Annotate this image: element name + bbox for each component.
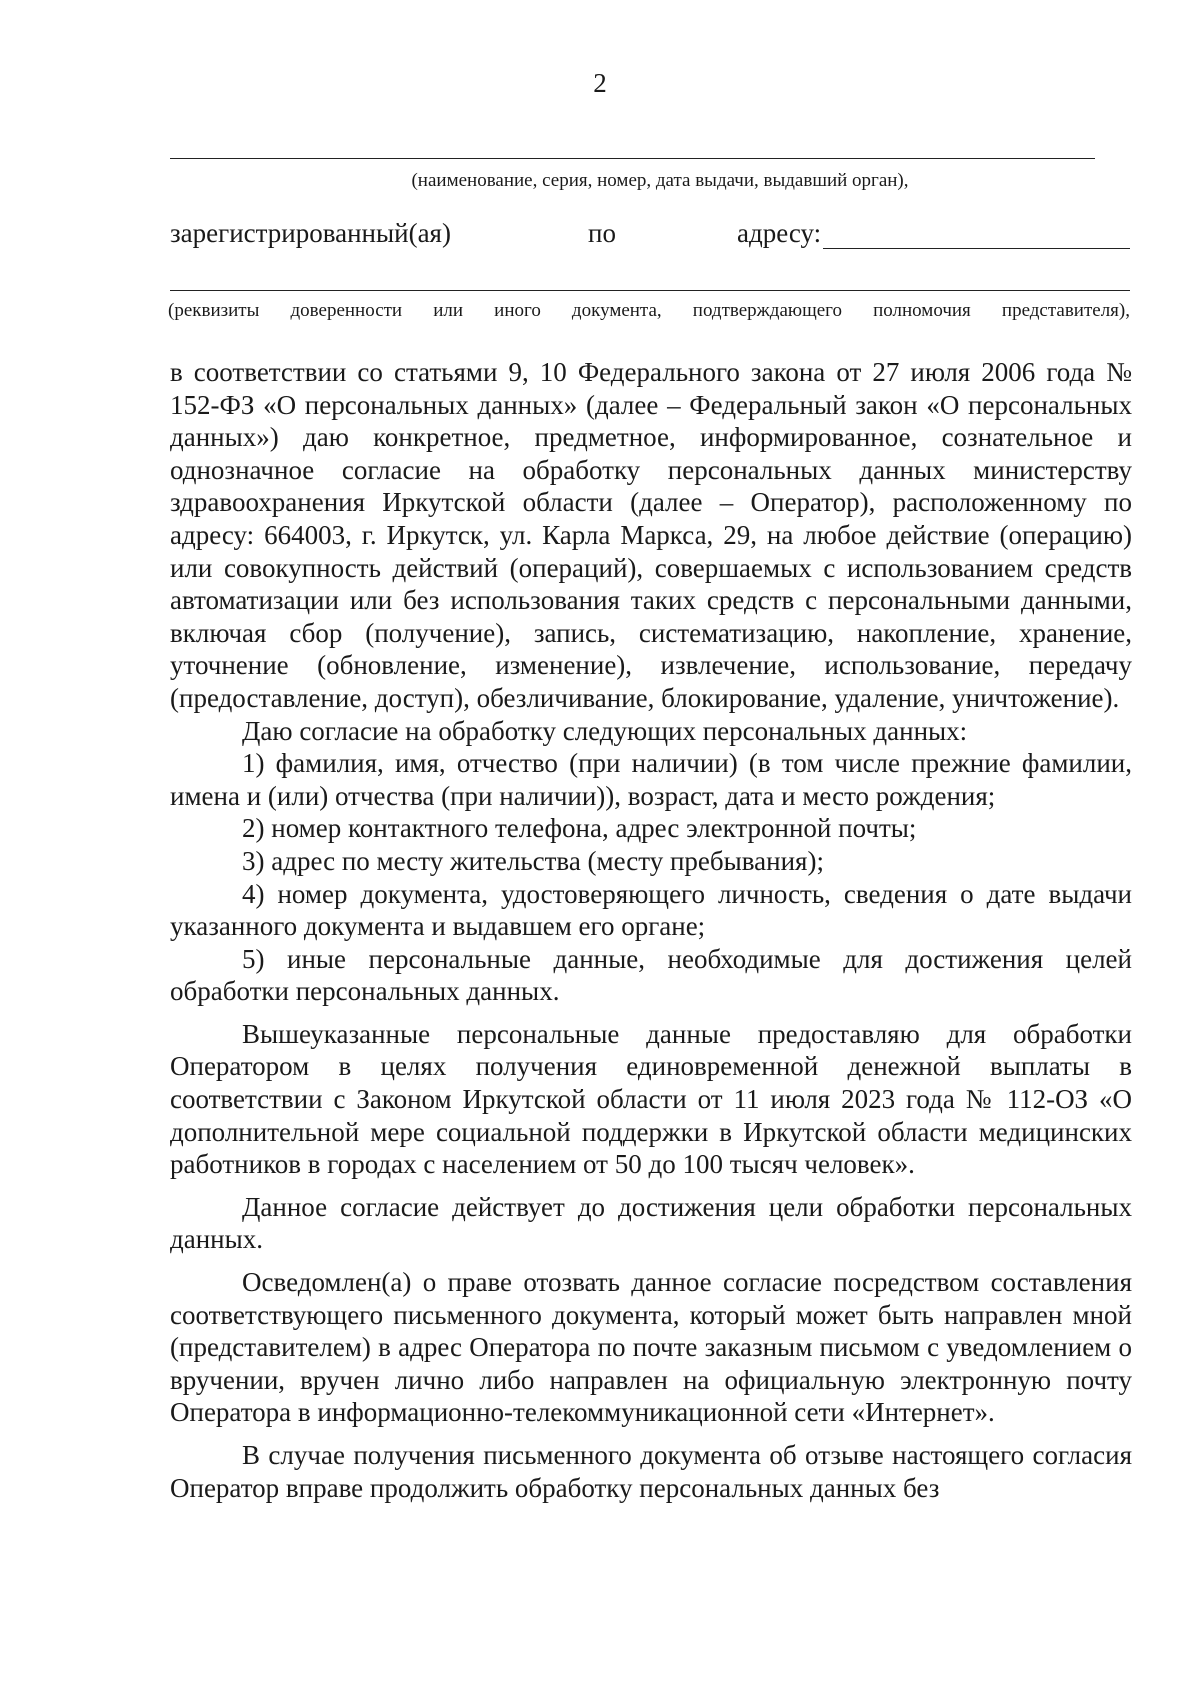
registration-address-label: адресу: — [737, 218, 822, 248]
paragraph-consent-main: в соответствии со статьями 9, 10 Федерального закона от 27 июля 2006 года № 152-ФЗ «О персональных данных» (далее – Федеральный закон «О персональных данных») даю конкретное, предметное, информированное, сознательное и однозначное согласие на обработку персональных данных министерству здравоохранения Иркутской области (далее – Оператор), расположенному по адресу: 664003, г. Иркутск, ул. Карла Маркса, 29, на любое действие (операцию) или совокупность действий (операций), совершаемых с использованием средств автоматизации или без использования таких средств с персональными данными, включая сбор (получение), запись, систематизацию, накопление, хранение, уточнение (обновление, изменение), извлечение, использование, передачу (предоставление, доступ), обезличивание, блокирование, удаление, уничтожение). — [170, 357, 1132, 713]
paragraph-after-revocation: В случае получения письменного документа об отзыве настоящего согласия Оператор вправе продолжить обработку персональных данных без — [170, 1440, 1132, 1503]
registration-word: зарегистрированный(ая) — [170, 218, 451, 248]
paragraph-revocation: Осведомлен(а) о праве отозвать данное согласие посредством составления соответствующего письменного документа, который может быть направлен мной (представителем) в адрес Оператора по почте заказным письмом с уведомлением о вручении, вручен лично либо направлен на официальную электронную почту Оператора в информационно-телекоммуникационной сети «Интернет». — [170, 1267, 1132, 1428]
paragraph-purpose: Вышеуказанные персональные данные предоставляю для обработки Оператором в целях получения единовременной денежной выплаты в соответствии с Законом Иркутской области от 11 июля 2023 года № 112-ОЗ «О дополнительной мере социальной поддержки в Иркутской области медицинских работников в городах с населением от 50 до 100 тысяч человек». — [170, 1018, 1132, 1180]
representative-caption: (реквизиты доверенности или иного документа, подтверждающего полномочия представителя), — [168, 300, 1130, 321]
representative-fill-line — [170, 290, 1130, 291]
address-fill-line — [823, 222, 1130, 249]
document-caption: (наименование, серия, номер, дата выдачи, выдавший орган), — [411, 170, 909, 191]
list-item-3: 3) адрес по месту жительства (месту пребывания); — [242, 845, 824, 876]
registration-preposition: по — [588, 218, 616, 248]
consent-body — [170, 356, 1132, 1504]
document-fill-line — [170, 158, 1095, 159]
list-item-5: 5) иные персональные данные, необходимые для достижения целей обработки персональных данных. — [170, 943, 1132, 1007]
paragraph-validity: Данное согласие действует до достижения цели обработки персональных данных. — [170, 1191, 1132, 1255]
list-item-1: 1) фамилия, имя, отчество (при наличии) (в том числе прежние фамилии, имена и (или) отчества (при наличии)), возраст, дата и место рождения; — [170, 748, 1132, 811]
page-number: 2 — [593, 68, 607, 98]
paragraph-data-list-intro: Даю согласие на обработку следующих персональных данных: — [242, 715, 968, 746]
registration-line — [170, 218, 1130, 249]
list-item-2: 2) номер контактного телефона, адрес электронной почты; — [242, 813, 917, 844]
list-item-4: 4) номер документа, удостоверяющего личность, сведения о дате выдачи указанного документа и выдавшем его органе; — [170, 878, 1132, 942]
